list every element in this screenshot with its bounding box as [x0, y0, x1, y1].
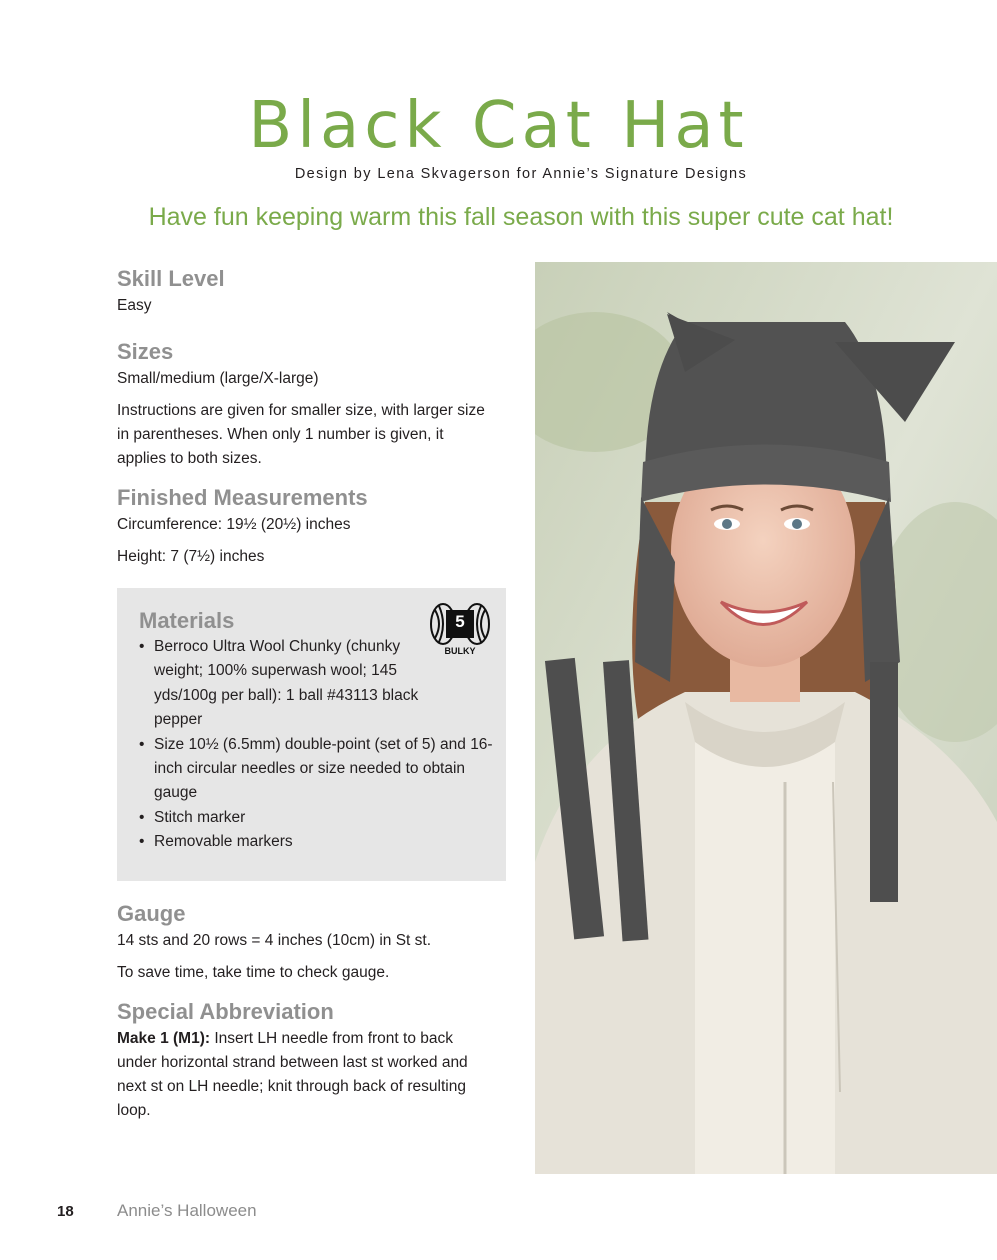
measurements-heading: Finished Measurements [117, 485, 368, 510]
yarn-weight-number: 5 [455, 612, 465, 631]
skill-level-heading: Skill Level [117, 266, 225, 291]
circumference-value: Circumference: 19½ (20½) inches [117, 516, 351, 533]
measurements-section [117, 484, 497, 569]
height-value: Height: 7 (7½) inches [117, 548, 265, 565]
gauge-heading: Gauge [117, 901, 186, 926]
abbreviation-heading: Special Abbreviation [117, 999, 334, 1024]
gauge-note: To save time, take time to check gauge. [117, 964, 390, 981]
gauge-section [117, 900, 497, 985]
sizes-section [117, 338, 492, 471]
abbreviation-term: Make 1 (M1): [117, 1030, 211, 1047]
list-item: • Removable markers [139, 830, 499, 854]
abbreviation-definition: Insert LH needle from front to back under horizontal strand between last st worked and next st on LH needle; knit through back of resulting loop. [117, 1030, 468, 1119]
list-item: • Berroco Ultra Wool Chunky (chunky weight; 100% superwash wool; 145 yds/100g per ball): 1 ball #43113 black pepper [139, 635, 499, 733]
sizes-value: Small/medium (large/X-large) [117, 370, 319, 387]
abbreviation-section [117, 998, 489, 1123]
materials-heading: Materials [139, 608, 235, 633]
page-number: 18 [57, 1203, 74, 1220]
skill-level-section [117, 265, 497, 318]
sizes-note: Instructions are given for smaller size, with larger size in parentheses. When only 1 number is given, it applies to both sizes. [117, 402, 485, 467]
abbreviation-text [117, 1027, 489, 1123]
skill-level-value: Easy [117, 297, 152, 314]
gauge-value: 14 sts and 20 rows = 4 inches (10cm) in St st. [117, 932, 432, 949]
materials-list [139, 635, 499, 855]
hat-model-photo [535, 262, 997, 1174]
materials-box [117, 588, 506, 881]
publication-title: Annie’s Halloween [117, 1201, 257, 1220]
tagline: Have fun keeping warm this fall season with this super cute cat hat! [148, 203, 894, 231]
page-title: Black Cat Hat [248, 89, 749, 163]
sizes-heading: Sizes [117, 339, 174, 364]
list-item: • Size 10½ (6.5mm) double-point (set of 5) and 16-inch circular needles or size needed to obtain gauge [139, 733, 499, 806]
list-item: • Stitch marker [139, 806, 499, 830]
designer-byline: Design by Lena Skvagerson for Annie’s Signature Designs [294, 166, 748, 182]
yarn-weight-label: BULKY [444, 646, 476, 656]
